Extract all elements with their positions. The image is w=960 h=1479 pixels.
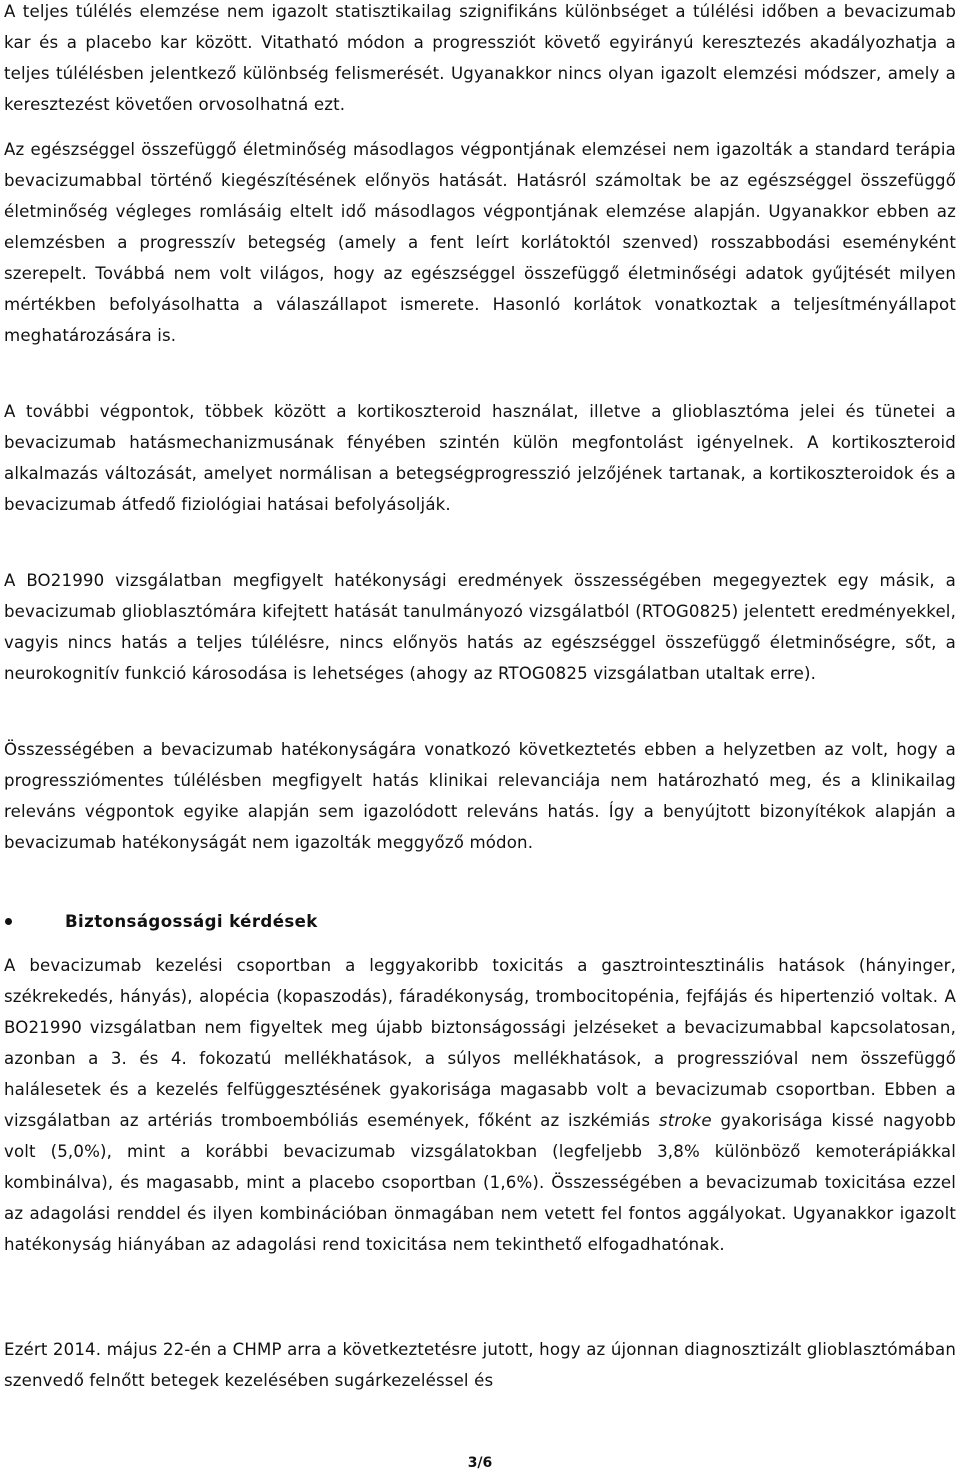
paragraph-bo21990-results: A BO21990 vizsgálatban megfigyelt hatékonysági eredmények összességében megegyeztek egy másik, a bevacizumab glioblasztómára kifejtett hatását tanulmányozó vizsgálatból (RTOG0825) jelentett eredményekkel, vagyis nincs hatás a teljes túlélésre, nincs előnyös hatás az egészséggel összefüggő életminőségre, sőt, a neurokognitív funkció károsodása is lehetséges (ahogy az RTOG0825 vizsgálatban utaltak erre). <box>4 571 956 683</box>
paragraph-quality-of-life: Az egészséggel összefüggő életminőség másodlagos végpontjának elemzései nem igazolták a standard terápia bevacizumabbal történő kiegészítésének előnyös hatását. Hatásról számoltak be az egészséggel összefüggő életminőség végleges romlásáig eltelt idő másodlagos végpontjának elemzése alapján. Ugyanakkor ebben az elemzésben a progresszív betegség (amely a fent leírt korlátoktól szenved) rosszabbodási eseményként szerepelt. Továbbá nem volt világos, hogy az egészséggel összefüggő életminőségi adatok gyűjtését milyen mértékben befolyásolhatta a válaszállapot ismerete. Hasonló korlátok vonatkoztak a teljesítményállapot meghatározására is. <box>4 140 956 345</box>
paragraph-safety <box>4 950 956 1260</box>
safety-text-part-2: gyakorisága kissé nagyobb volt (5,0%), mint a korábbi bevacizumab vizsgálatokban (legfeljebb 3,8% különböző kemoterápiákkal kombinálva), és magasabb, mint a placebo csoportban (1,6%). Összességében a bevacizumab toxicitása ezzel az adagolási renddel és ilyen kombinációban önmagában nem vetett fel fontos aggályokat. Ugyanakkor igazolt hatékonyság hiányában az adagolási rend toxicitása nem tekinthető elfogadhatónak. <box>4 1111 957 1254</box>
safety-text-italic: stroke <box>658 1111 712 1130</box>
paragraph-efficacy-conclusion: Összességében a bevacizumab hatékonyságára vonatkozó következtetés ebben a helyzetben az volt, hogy a progressziómentes túlélésben megfigyelt hatás klinikai relevanciája nem határozható meg, és a klinikailag releváns végpontok egyike alapján sem igazolódott releváns hatás. Így a benyújtott bizonyítékok alapján a bevacizumab hatékonyságát nem igazolták meggyőző módon. <box>4 740 956 852</box>
safety-text-part-1: A bevacizumab kezelési csoportban a leggyakoribb toxicitás a gasztrointesztinális hatások (hányinger, székrekedés, hányás), alopécia (kopaszodás), fáradékonyság, trombocitopénia, fejfájás és hipertenzió voltak. A BO21990 vizsgálatban nem figyeltek meg újabb biztonságossági jelzéseket a bevacizumabbal kapcsolatosan, azonban a 3. és 4. fokozatú mellékhatások, a súlyos mellékhatások, a progresszióval nem összefüggő halálesetek és a kezelés felfüggesztésének gyakorisága magasabb volt a bevacizumab csoportban. Ebben a vizsgálatban az artériás tromboembóliás események, főként az iszkémiás <box>4 956 956 1130</box>
paragraph-further-endpoints: A további végpontok, többek között a kortikoszteroid használat, illetve a glioblasztóma jelei és tünetei a bevacizumab hatásmechanizmusának fényében szintén külön megfontolást igényelnek. A kortikoszteroid alkalmazás változását, amelyet normálisan a betegségprogresszió jelzőjének tartanak, a kortikoszteroidok és a bevacizumab átfedő fiziológiai hatásai befolyásolják. <box>4 402 956 514</box>
section-heading-row <box>4 906 956 937</box>
paragraph-chmp-conclusion: Ezért 2014. május 22-én a CHMP arra a következtetésre jutott, hogy az újonnan diagnosztizált glioblasztómában szenvedő felnőtt betegek kezelésében sugárkezeléssel és <box>4 1340 956 1390</box>
section-heading-safety: Biztonságossági kérdések <box>65 912 318 931</box>
paragraph-overall-survival: A teljes túlélés elemzése nem igazolt statisztikailag szignifikáns különbséget a túlélési időben a bevacizumab kar és a placebo kar között. Vitatható módon a progressziót követő egyirányú keresztezés akadályozhatja a teljes túlélésben jelentkező különbség felismerését. Ugyanakkor nincs olyan igazolt elemzési módszer, amely a keresztezést követően orvosolhatná ezt. <box>4 2 956 114</box>
page-number: 3/6 <box>467 1455 493 1471</box>
bullet-icon <box>5 918 12 925</box>
